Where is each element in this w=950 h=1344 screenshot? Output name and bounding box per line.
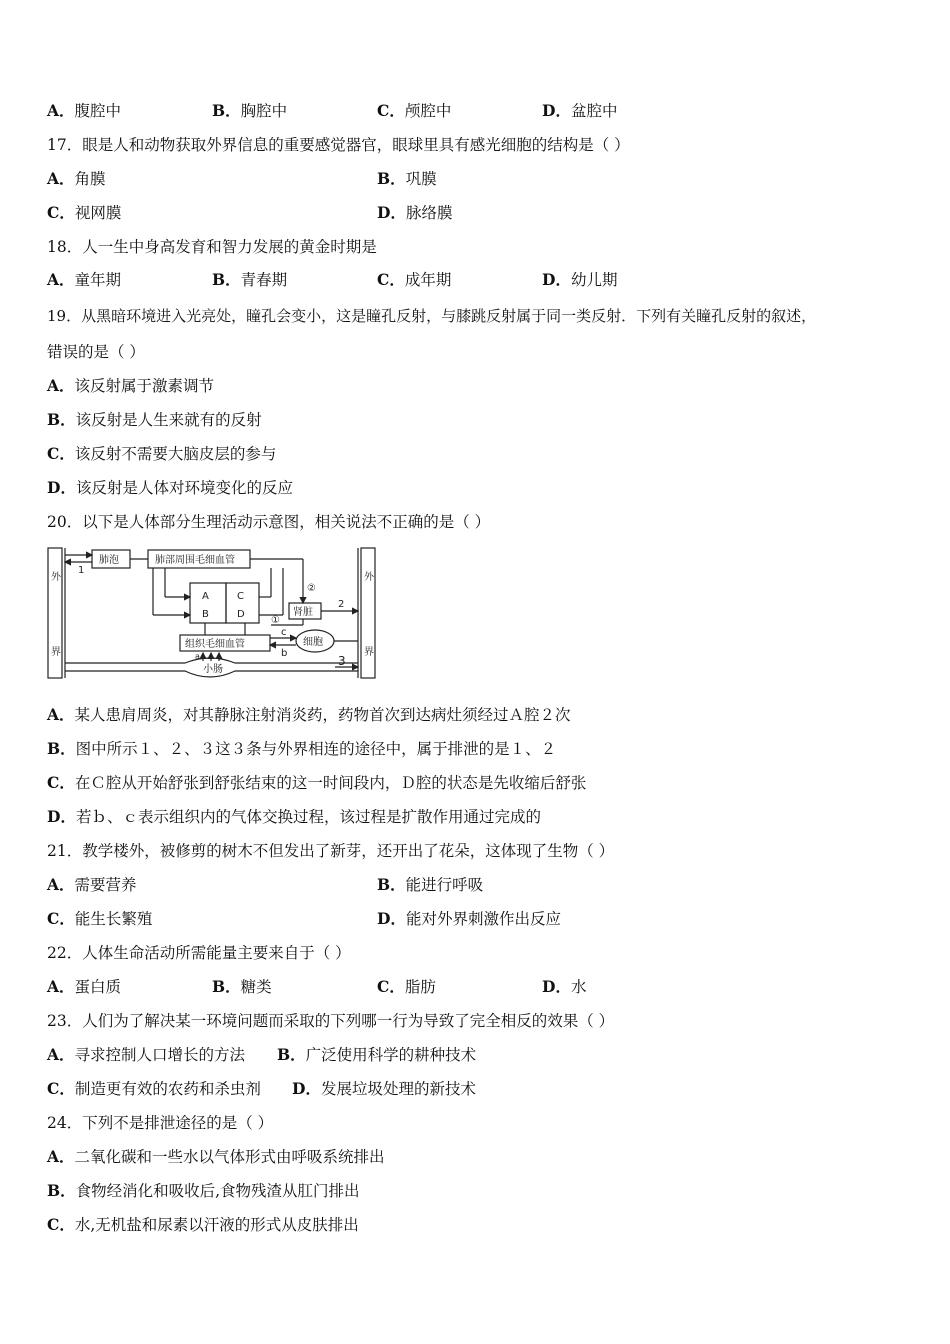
chamber-a: A	[202, 591, 209, 602]
q18-stem: 18．人一生中身高发育和智力发展的黄金时期是	[47, 238, 377, 256]
q18-option-a: A．童年期	[47, 270, 122, 289]
q19-option-c: C．该反射不需要大脑皮层的参与	[47, 444, 277, 463]
path-number-2: 2	[338, 599, 345, 610]
lung-capillary-label: 肺部周围毛细血管	[155, 555, 235, 566]
tissue-capillary-label: 组织毛细血管	[185, 639, 245, 650]
circled-number-2: ②	[307, 583, 316, 594]
q21-option-a: A．需要营养	[47, 875, 137, 894]
q22-option-d: D．水	[542, 977, 587, 996]
q21-option-d: D．能对外界刺激作出反应	[377, 909, 561, 928]
q23-stem: 23．人们为了解决某一环境问题而采取的下列哪一行为导致了完全相反的效果（ ）	[47, 1012, 615, 1030]
chamber-c: C	[237, 591, 244, 602]
q19-option-b: B．该反射是人生来就有的反射	[47, 410, 262, 429]
q17-stem: 17．眼是人和动物获取外界信息的重要感觉器官，眼球里具有感光细胞的结构是（ ）	[47, 136, 630, 154]
q17-option-a: A．角膜	[47, 169, 106, 188]
q24-option-c: C．水,无机盐和尿素以汗液的形式从皮肤排出	[47, 1215, 359, 1234]
q23-option-c: C．制造更有效的农药和杀虫剂	[47, 1079, 261, 1098]
chamber-b: B	[202, 609, 209, 620]
q16-option-b: B．胸腔中	[212, 101, 288, 120]
q22-stem: 22．人体生命活动所需能量主要来自于（ ）	[47, 944, 351, 962]
q16-option-d: D．盆腔中	[542, 101, 618, 120]
q18-option-d: D．幼儿期	[542, 270, 618, 289]
q20-option-b: B．图中所示１、２、３这３条与外界相连的途径中，属于排泄的是１、２	[47, 739, 557, 758]
chamber-d: D	[237, 609, 245, 620]
q17-option-d: D．脉络膜	[377, 203, 453, 222]
circled-number-1: ①	[271, 615, 280, 626]
q22-option-b: B．糖类	[212, 977, 272, 996]
intestine-label: 小肠	[203, 664, 223, 675]
q18-option-c: C．成年期	[377, 270, 452, 289]
q24-stem: 24．下列不是排泄途径的是（ ）	[47, 1114, 274, 1132]
path-number-3: 3	[338, 654, 346, 668]
letter-a: a	[195, 652, 200, 661]
letter-c: c	[281, 627, 287, 638]
q16-option-c: C．颅腔中	[377, 101, 452, 120]
q21-option-b: B．能进行呼吸	[377, 875, 484, 894]
q24-option-b: B．食物经消化和吸收后,食物残渣从肛门排出	[47, 1181, 360, 1200]
q19-stem-line1: 19．从黑暗环境进入光亮处，瞳孔会变小，这是瞳孔反射，与膝跳反射属于同一类反射．下列有关瞳孔反射的叙述，	[47, 307, 817, 325]
q24-option-a: A．二氧化碳和一些水以气体形式由呼吸系统排出	[47, 1147, 385, 1166]
cell-label: 细胞	[303, 637, 323, 648]
q22-option-c: C．脂肪	[377, 977, 436, 996]
q19-option-d: D．该反射是人体对环境变化的反应	[47, 478, 293, 497]
q21-option-c: C．能生长繁殖	[47, 909, 153, 928]
q20-option-d: D．若ｂ、ｃ表示组织内的气体交换过程，该过程是扩散作用通过完成的	[47, 807, 541, 826]
q20-option-c: C．在Ｃ腔从开始舒张到舒张结束的这一时间段内，Ｄ腔的状态是先收缩后舒张	[47, 773, 587, 792]
q23-option-d: D．发展垃圾处理的新技术	[292, 1079, 476, 1098]
outside-left-char-2: 界	[51, 647, 61, 658]
q20-option-a: A．某人患肩周炎，对其静脉注射消炎药，药物首次到达病灶须经过Ａ腔２次	[47, 705, 571, 724]
physiology-diagram	[45, 545, 380, 685]
outside-right-char-2: 界	[364, 647, 374, 658]
q18-option-b: B．青春期	[212, 270, 288, 289]
letter-b: b	[281, 648, 288, 659]
q19-option-a: A．该反射属于激素调节	[47, 376, 215, 395]
q19-stem-line2: 错误的是（ ）	[47, 343, 145, 361]
outside-right-wall	[361, 548, 375, 678]
outside-left-char-1: 外	[51, 572, 61, 583]
q16-option-a: A．腹腔中	[47, 101, 122, 120]
path-number-1: 1	[78, 565, 85, 576]
q22-option-a: A．蛋白质	[47, 977, 122, 996]
q23-option-b: B．广泛使用科学的耕种技术	[277, 1045, 477, 1064]
outside-right-char-1: 外	[364, 572, 374, 583]
q17-option-b: B．巩膜	[377, 169, 437, 188]
kidney-label: 肾脏	[293, 607, 313, 618]
q17-option-c: C．视网膜	[47, 203, 122, 222]
q21-stem: 21．教学楼外，被修剪的树木不但发出了新芽，还开出了花朵，这体现了生物（ ）	[47, 842, 615, 860]
q23-option-a: A．寻求控制人口增长的方法	[47, 1045, 246, 1064]
outside-left-wall	[48, 548, 62, 678]
lung-label: 肺泡	[99, 555, 119, 566]
q20-stem: 20．以下是人体部分生理活动示意图，相关说法不正确的是（ ）	[47, 513, 491, 531]
